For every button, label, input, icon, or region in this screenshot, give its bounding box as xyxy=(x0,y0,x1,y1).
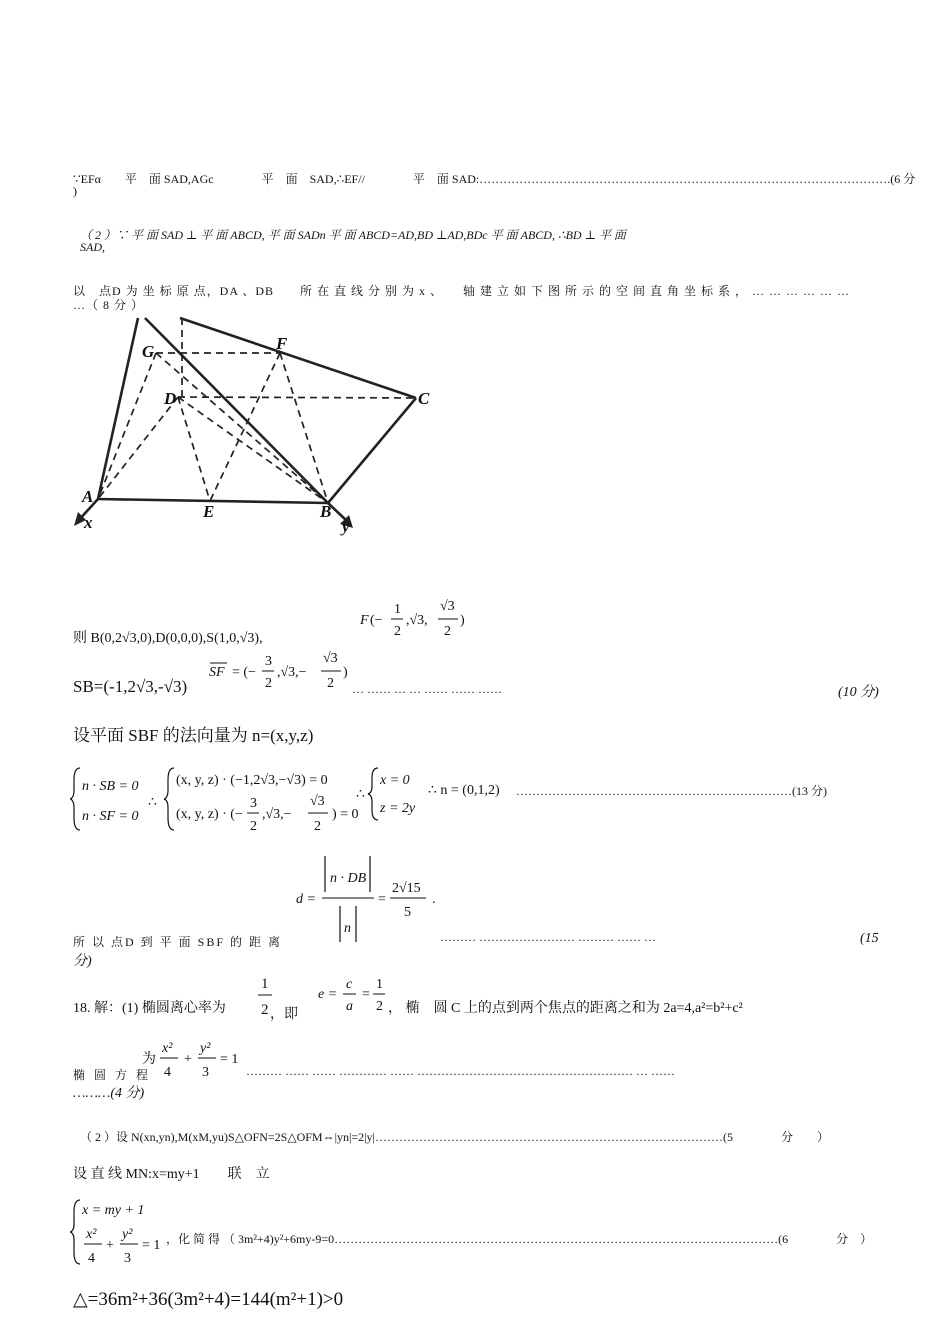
score-10: (10 分) xyxy=(838,685,879,700)
text-line-ellipse-label: 椭 圆 方 程 xyxy=(73,1068,152,1082)
text-line-simplify: ，化 简 得 （ 3m²+4)y²+6my-9=0…………………………………………………………………………………………………(6 分 ） xyxy=(166,1232,873,1246)
svg-text:,√3,−: ,√3,− xyxy=(277,665,307,680)
svg-text:3: 3 xyxy=(124,1251,131,1266)
text-line-ellipse-foci: ， 椭 圆 C 上的点到两个焦点的距离之和为 2a=4,a²=b²+c² xyxy=(388,1001,743,1016)
svg-text:√3: √3 xyxy=(440,599,455,614)
text-line-distance-dots: ……… …………………… ……… …… … xyxy=(440,930,656,944)
svg-text:√3: √3 xyxy=(323,651,338,666)
svg-text:n · SB = 0: n · SB = 0 xyxy=(82,779,139,794)
svg-text:2: 2 xyxy=(250,819,257,834)
svg-text:∴ n = (0,1,2): ∴ n = (0,1,2) xyxy=(428,783,500,798)
label-C: C xyxy=(418,389,430,408)
label-D: D xyxy=(164,389,177,408)
text-line-coordinate-system-cont: …（ 8 分 ） xyxy=(73,298,145,312)
formula-normal-system xyxy=(70,760,520,838)
svg-text:3: 3 xyxy=(202,1065,209,1080)
svg-text:∴: ∴ xyxy=(148,795,157,810)
svg-text:√3: √3 xyxy=(310,794,325,809)
formula-line-ellipse-system xyxy=(70,1196,180,1268)
label-B: B xyxy=(320,502,332,521)
svg-text:5: 5 xyxy=(404,905,411,920)
formula-f-coordinates xyxy=(358,596,478,644)
text-line-discriminant: △=36m²+36(3m²+4)=144(m²+1)>0 xyxy=(73,1289,344,1310)
svg-text:x = my + 1: x = my + 1 xyxy=(82,1203,145,1218)
svg-text:2: 2 xyxy=(327,676,334,691)
svg-text:=: = xyxy=(378,892,386,907)
svg-text:(−: (− xyxy=(370,613,383,628)
svg-text:): ) xyxy=(343,665,348,680)
label-A: A xyxy=(82,487,94,506)
svg-text:n · SF = 0: n · SF = 0 xyxy=(82,809,139,824)
svg-text:∴: ∴ xyxy=(356,787,365,802)
svg-text:2: 2 xyxy=(444,624,451,639)
svg-text:=: = xyxy=(362,987,370,1002)
formula-eccentricity xyxy=(312,968,398,1022)
svg-text:1: 1 xyxy=(376,977,383,992)
text-line-plane-perp-cont: SAD, xyxy=(80,240,105,254)
text-line-sb-dots: … …… … … …… …… …… xyxy=(352,682,502,696)
svg-text:= (−: = (− xyxy=(232,665,256,680)
formula-sf-vector xyxy=(205,648,353,696)
svg-text:2: 2 xyxy=(314,819,321,834)
text-line-problem-18: 18. 解：(1) 椭圆离心率为 xyxy=(73,1001,226,1016)
svg-text:= 1: = 1 xyxy=(220,1052,239,1067)
score-15: (15 xyxy=(860,931,879,946)
svg-text:SF: SF xyxy=(209,665,225,680)
svg-text:+: + xyxy=(184,1052,192,1067)
score-15-cont: 分) xyxy=(73,954,92,969)
formula-ellipse xyxy=(138,1036,248,1086)
text-line-line-mn: 设 直 线 MN:x=my+1 联 立 xyxy=(73,1167,270,1182)
svg-text:4: 4 xyxy=(88,1251,95,1266)
svg-text:a: a xyxy=(346,999,353,1014)
svg-text:x = 0: x = 0 xyxy=(380,773,410,788)
formula-distance xyxy=(292,850,452,946)
svg-text:2√15: 2√15 xyxy=(392,881,421,896)
label-y-axis: y xyxy=(342,517,350,536)
svg-text:,√3,: ,√3, xyxy=(406,613,428,628)
svg-text:(x, y, z) · (−: (x, y, z) · (− xyxy=(176,807,243,822)
text-line-distance-label: 所 以 点D 到 平 面 SBF 的 距 离 xyxy=(73,935,283,949)
text-line-plane-perp: （ 2 ）∵ 平 面 SAD ⊥ 平 面 ABCD, 平 面 SADn 平 面 ABCD=AD,BD ⊥AD,BDc 平 面 ABCD, ∴BD ⊥ 平 面 xyxy=(80,228,626,242)
svg-text:.: . xyxy=(432,892,436,907)
svg-text:y²: y² xyxy=(200,1041,211,1056)
text-line-ef-parallel: ∵EFα 平 面 SAD,AGc 平 面 SAD,∴EF// 平 面 SAD:………………………………………………………………………………………….(6 分 xyxy=(73,172,916,186)
svg-text:): ) xyxy=(460,613,465,628)
score-4: ………(4 分) xyxy=(73,1086,145,1101)
svg-text:) = 0: ) = 0 xyxy=(332,807,359,822)
svg-text:2: 2 xyxy=(394,624,401,639)
text-line-ef-parallel-cont: ) xyxy=(73,184,77,198)
svg-text:2: 2 xyxy=(376,999,383,1014)
svg-text:c: c xyxy=(346,977,353,992)
svg-text:x²: x² xyxy=(86,1227,97,1242)
svg-text:z = 2y: z = 2y xyxy=(380,801,416,816)
svg-text:+: + xyxy=(106,1238,114,1253)
svg-text:(x, y, z) · (−1,2√3,−√3) = 0: (x, y, z) · (−1,2√3,−√3) = 0 xyxy=(176,773,328,788)
label-G: G xyxy=(142,342,155,361)
label-x-axis: x xyxy=(84,513,93,532)
text-line-score-13: ……………………………………………………………(13 分) xyxy=(516,784,827,798)
text-line-coordinates: 则 B(0,2√3,0),D(0,0,0),S(1,0,√3), xyxy=(73,631,263,646)
geometry-figure xyxy=(70,314,440,540)
text-line-coordinate-system: 以 点D 为 坐 标 原 点，DA 、DB 所 在 直 线 分 别 为 x 、 轴 建 立 如 下 图 所 示 的 空 间 直 角 坐 标 系 ， … … … … … … xyxy=(73,284,851,298)
svg-text:e =: e = xyxy=(318,987,338,1002)
svg-text:x²: x² xyxy=(162,1041,173,1056)
svg-text:3: 3 xyxy=(265,654,272,669)
svg-text:为: 为 xyxy=(142,1052,156,1067)
svg-text:= 1: = 1 xyxy=(142,1238,161,1253)
label-F: F xyxy=(276,334,288,353)
label-E: E xyxy=(203,502,215,521)
svg-text:y²: y² xyxy=(122,1227,133,1242)
svg-text:2: 2 xyxy=(261,1002,269,1018)
svg-text:F: F xyxy=(360,613,369,628)
text-line-normal-vector: 设平面 SBF 的法向量为 n=(x,y,z) xyxy=(73,726,314,745)
svg-text:n · DB: n · DB xyxy=(330,871,367,886)
svg-text:,√3,−: ,√3,− xyxy=(262,807,292,822)
svg-text:n: n xyxy=(344,921,351,936)
svg-text:2: 2 xyxy=(265,676,272,691)
svg-text:4: 4 xyxy=(164,1065,171,1080)
svg-text:d =: d = xyxy=(296,892,316,907)
text-line-ellipse-dots: ……… …… …… ………… …… ……………………………………………… … …… xyxy=(246,1064,675,1078)
svg-text:3: 3 xyxy=(250,796,257,811)
svg-text:1: 1 xyxy=(261,976,269,992)
svg-text:1: 1 xyxy=(394,602,401,617)
text-line-part2-area: （ 2 ）设 N(xn,yn),M(xM,yu)S△OFN=2S△OFM⇔|yn|=2|y|……………………………………………………………………………(5 分 ） xyxy=(80,1130,829,1144)
text-line-ji: ，即 xyxy=(270,1007,298,1022)
text-line-sb-vector: SB=(-1,2√3,-√3) xyxy=(73,677,188,696)
